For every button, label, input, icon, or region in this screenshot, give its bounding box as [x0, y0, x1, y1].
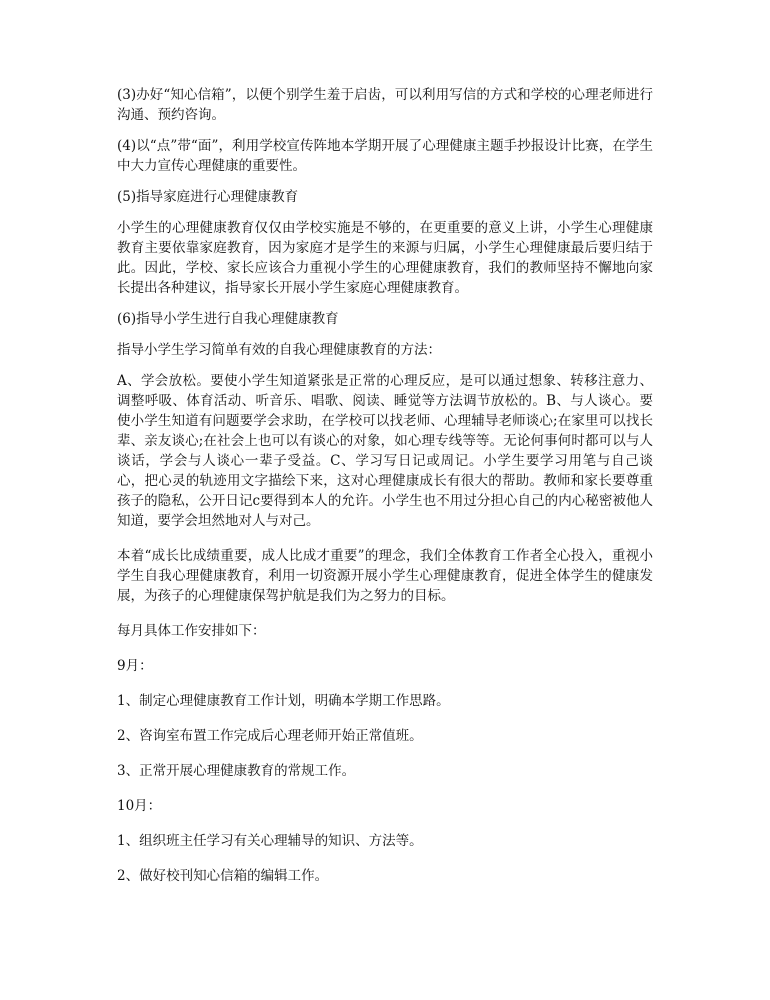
list-item: 2、咨询室布置工作完成后心理老师开始正常值班。 [117, 728, 423, 744]
list-item: 3、正常开展心理健康教育的常规工作。 [117, 763, 356, 779]
list-item: 2、做好校刊知心信箱的编辑工作。 [117, 868, 329, 884]
section-heading-family-education: (5)指导家庭进行心理健康教育 [117, 189, 299, 205]
list-item: 1、制定心理健康教育工作计划，明确本学期工作思路。 [117, 693, 450, 709]
list-item: 1、组织班主任学习有关心理辅导的知识、方法等。 [117, 833, 423, 849]
monthly-plan-heading: 每月具体工作安排如下： [117, 623, 266, 639]
month-heading-september: 9月： [117, 658, 153, 674]
paragraph-methods: A、学会放松。要使小学生知道紧张是正常的心理反应，是可以通过想象、转移注意力、调整呼吸、体育活动、听音乐、唱歌、阅读、睡觉等方法调节放松的。B、与人谈心。要使小学生知道有问题要学会求助，在学校可以找老师、心理辅导老师谈心;在家里可以找长辈、亲友谈心;在社会上也可以有谈心的对象，如心理专线等等。无论何事何时都可以与人谈话，学会与人谈心一辈子受益。C、学习写日记或周记。小学生要学习用笔与自己谈心，把心灵的轨迹用文字描绘下来，这对心理健康成长有很大的帮助。教师和家长要尊重孩子的隐私，公开日记c要得到本人的允许。小学生也不用过分担心自己的内心秘密被他人知道，要学会坦然地对人与对己。 [117, 373, 653, 529]
paragraph-family-education: 小学生的心理健康教育仅仅由学校实施是不够的，在更重要的意义上讲，小学生心理健康教育主要依靠家庭教育，因为家庭才是学生的来源与归属，小学生心理健康最后要归结于此。因此，学校、家长应该合力重视小学生的心理健康教育，我们的教师坚持不懈地向家长提出各种建议，指导家长开展小学生家庭心理健康教育。 [117, 220, 653, 296]
paragraph-item-3: (3)办好“知心信箱”，以便个别学生羞于启齿，可以利用写信的方式和学校的心理老师进行沟通、预约咨询。 [117, 87, 653, 123]
section-heading-self-education: (6)指导小学生进行自我心理健康教育 [117, 311, 339, 327]
paragraph-item-4: (4)以“点”带“面”，利用学校宣传阵地本学期开展了心理健康主题手抄报设计比赛，在学生中大力宣传心理健康的重要性。 [117, 138, 653, 174]
paragraph-methods-intro: 指导小学生学习简单有效的自我心理健康教育的方法： [117, 342, 441, 358]
paragraph-philosophy: 本着“成长比成绩重要，成人比成才重要”的理念，我们全体教育工作者全心投入，重视小学生自我心理健康教育，利用一切资源开展小学生心理健康教育，促进全体学生的健康发展，为孩子的心理健康保驾护航是我们为之努力的目标。 [117, 548, 653, 604]
month-heading-october: 10月： [117, 798, 162, 814]
